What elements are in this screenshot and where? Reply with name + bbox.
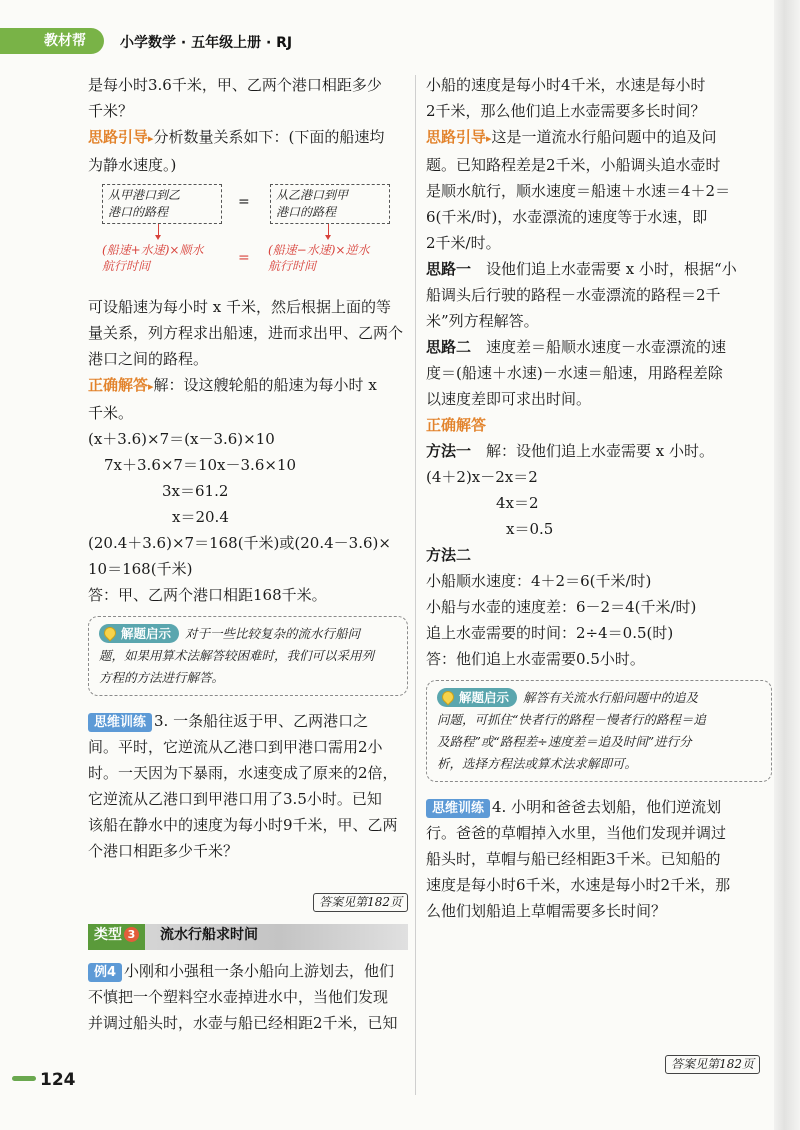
- practice-label: 思维训练: [88, 713, 152, 732]
- example-text: 不慎把一个塑料空水壶掉进水中，当他们发现: [88, 988, 389, 1006]
- hint-text: 是顺水航行，顺水速度＝船速＋水速＝4＋2＝: [426, 182, 731, 200]
- answer-text: 答：他们追上水壶需要0.5小时。: [426, 650, 645, 668]
- example-text: 2千米，那么他们追上水壶需要多长时间？: [426, 102, 706, 120]
- left-column: [88, 72, 408, 1036]
- hint-text: 为静水速度。): [88, 156, 177, 174]
- exercise-text: 时。一天因为下暴雨，水速变成了原来的2倍，: [88, 764, 398, 782]
- example-text: 并调过船头时，水壶与船已经相距2千米，已知: [88, 1014, 398, 1032]
- diagram-box-a-to-b: 从甲港口到乙 港口的路程: [102, 184, 222, 224]
- exercise-text: 速度是每小时6千米，水速是每小时2千米，那: [426, 876, 731, 894]
- exercise-paragraph: 思维训练 4. 小明和爸爸去划船，他们逆流划: [426, 794, 772, 820]
- hint-text: 6(千米/时)，水壶漂流的速度等于水速，即: [426, 208, 708, 226]
- approach-text: 船调头后行驶的路程－水壶漂流的路程＝2千: [426, 286, 721, 304]
- exercise-text: 行。爸爸的草帽掉入水里，当他们发现并调过: [426, 824, 727, 842]
- analysis-text: 港口之间的路程。: [88, 350, 209, 368]
- approach-text: 以速度差即可求出时间。: [426, 390, 592, 408]
- equation-line: x＝20.4: [172, 508, 229, 526]
- method-two-step: 小船与水壶的速度差：6－2＝4(千米/时): [426, 598, 697, 616]
- exercise-text: 么他们划船追上草帽需要多长时间？: [426, 902, 667, 920]
- page-number: 124: [12, 1070, 76, 1090]
- column-divider: [415, 75, 416, 1095]
- exercise-text: 间。平时，它逆流从乙港口到甲港口需用2小: [88, 738, 383, 756]
- approach-text: 米”列方程解答。: [426, 312, 539, 330]
- solution-paragraph: 正确解答▸解：设这艘轮船的船速为每小时 x: [88, 376, 377, 394]
- practice-label: 思维训练: [426, 799, 490, 818]
- equation-line: 4x＝2: [496, 494, 539, 512]
- hint-text: 2千米/时。: [426, 234, 501, 252]
- example-label: 例4: [88, 963, 122, 982]
- brand-logo: 教材帮: [0, 28, 104, 54]
- solution-label: 正确解答▸: [88, 376, 154, 394]
- diagram-arrow-down: [328, 224, 329, 236]
- method-two-label: 方法二: [426, 546, 472, 564]
- insight-badge: 解题启示: [99, 624, 179, 643]
- equation-line: (20.4＋3.6)×7＝168(千米)或(20.4－3.6)×: [88, 534, 391, 552]
- analysis-text: 可设船速为每小时 x 千米，然后根据上面的等: [88, 298, 391, 316]
- solution-text: 千米。: [88, 404, 134, 422]
- hint-label: 思路引导▸: [426, 128, 492, 146]
- hint-paragraph: 思路引导▸分析数量关系如下：(下面的船速均: [88, 128, 385, 146]
- approach-two: 思路二 速度差＝船顺水速度－水壶漂流的速: [426, 338, 727, 356]
- solution-label: 正确解答: [426, 416, 487, 434]
- insight-box: 解题启示 解答有关流水行船问题中的追及 问题，可抓住“快者行的路程－慢者行的路程＝追 及路程”或“路程差÷速度差＝追及时间”进行分 析，选择方程法或算术法求解即可。: [426, 680, 772, 782]
- equation-line: (4＋2)x－2x＝2: [426, 468, 538, 486]
- equation-line: 3x＝61.2: [162, 482, 229, 500]
- diagram-arrow-down: [158, 224, 159, 236]
- diagram-equals: =: [238, 194, 250, 210]
- hint-label: 思路引导▸: [88, 128, 154, 146]
- equation-line: 10＝168(千米): [88, 560, 193, 578]
- exercise-text: 船头时，草帽与船已经相距3千米。已知船的: [426, 850, 721, 868]
- example-text: 小船的速度是每小时4千米，水速是每小时: [426, 76, 706, 94]
- analysis-text: 量关系，列方程求出船速，进而求出甲、乙两个: [88, 324, 404, 342]
- diagram-box-b-to-a: 从乙港口到甲 港口的路程: [270, 184, 390, 224]
- diagram-equals: =: [238, 250, 250, 266]
- answer-text: 答：甲、乙两个港口相距168千米。: [88, 586, 327, 604]
- exercise-text: 个港口相距多少千米？: [88, 842, 239, 860]
- right-column: [426, 72, 772, 924]
- insight-badge: 解题启示: [437, 688, 517, 707]
- book-spine: [774, 0, 800, 1130]
- page-marker: [12, 1076, 36, 1081]
- exercise-paragraph: 思维训练 3. 一条船往返于甲、乙两港口之: [88, 708, 408, 734]
- problem-text: 千米？: [88, 102, 134, 120]
- answer-reference: 答案见第182页: [665, 1055, 760, 1074]
- approach-one-label: 思路一: [426, 260, 472, 278]
- diagram-formula-upstream: (船速−水速)×逆水 航行时间: [268, 243, 370, 273]
- method-two-step: 小船顺水速度：4＋2＝6(千米/时): [426, 572, 652, 590]
- method-two-step: 追上水壶需要的时间：2÷4＝0.5(时): [426, 624, 674, 642]
- approach-two-label: 思路二: [426, 338, 472, 356]
- type-label: 类型 3: [88, 924, 145, 950]
- equation-line: x＝0.5: [506, 520, 554, 538]
- problem-text: 是每小时3.6千米，甲、乙两个港口相距多少: [88, 76, 382, 94]
- pin-icon: [102, 625, 119, 642]
- type-title: 流水行船求时间: [160, 927, 258, 943]
- section-type-bar: [88, 924, 408, 950]
- exercise-text: 该船在静水中的速度为每小时9千米，甲、乙两: [88, 816, 398, 834]
- relationship-diagram: [88, 180, 408, 290]
- equation-line: (x＋3.6)×7＝(x－3.6)×10: [88, 430, 275, 448]
- approach-text: 度＝(船速＋水速)－水速＝船速，用路程差除: [426, 364, 723, 382]
- equation-line: 7x＋3.6×7＝10x－3.6×10: [104, 456, 297, 474]
- pin-icon: [440, 689, 457, 706]
- hint-text: 题。已知路程差是2千米，小船调头追水壶时: [426, 156, 721, 174]
- method-one: 方法一 解：设他们追上水壶需要 x 小时。: [426, 442, 715, 460]
- exercise-text: 它逆流从乙港口到甲港口用了3.5小时。已知: [88, 790, 382, 808]
- book-subtitle: 小学数学 · 五年级上册 · RJ: [120, 35, 293, 51]
- approach-one: 思路一 设他们追上水壶需要 x 小时，根据“小: [426, 260, 737, 278]
- type-number: 3: [124, 927, 139, 942]
- method-one-label: 方法一: [426, 442, 472, 460]
- answer-reference: 答案见第182页: [313, 893, 408, 912]
- insight-box: 解题启示 对于一些比较复杂的流水行船问 题，如果用算术法解答较困难时，我们可以采用列 方程的方法进行解答。: [88, 616, 408, 696]
- example-paragraph: 例4 小刚和小强租一条小船向上游划去，他们: [88, 958, 408, 984]
- page-header: [0, 20, 800, 60]
- hint-paragraph: 思路引导▸这是一道流水行船问题中的追及问: [426, 128, 717, 146]
- diagram-formula-downstream: (船速+水速)×顺水 航行时间: [102, 243, 204, 273]
